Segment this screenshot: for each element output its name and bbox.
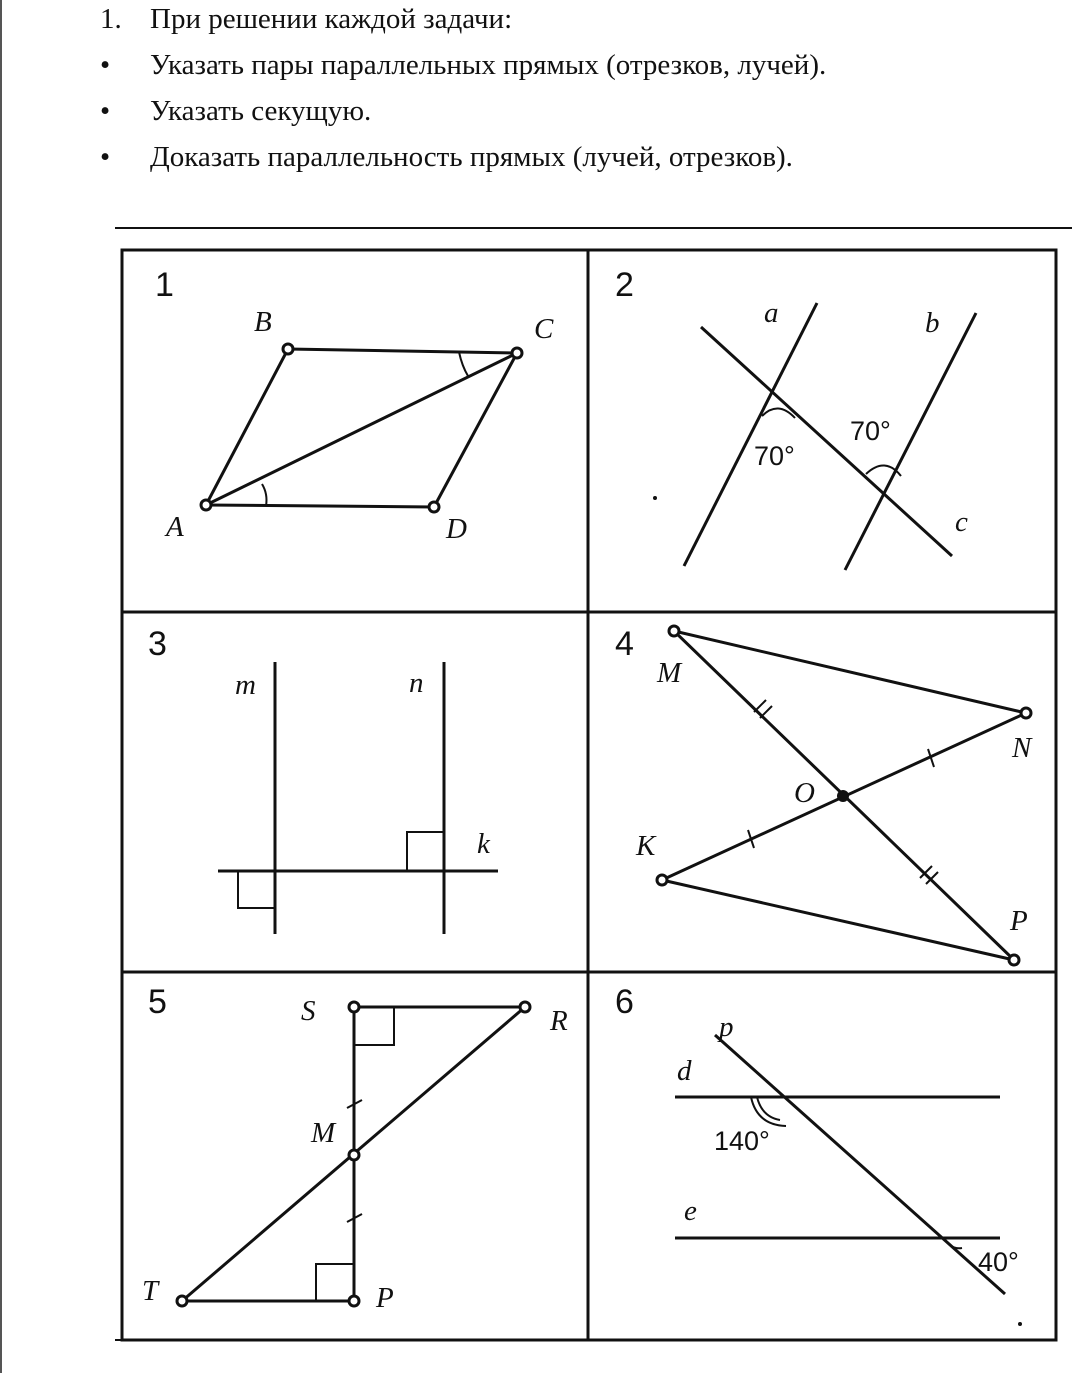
- line-a: [684, 303, 817, 566]
- angle-arc-b: [866, 465, 901, 476]
- label-p: p: [719, 1011, 734, 1043]
- angle-arc-a: [262, 484, 267, 506]
- problem-6: [615, 983, 1022, 1326]
- problem-number: 3: [148, 625, 167, 663]
- label-m: m: [235, 669, 256, 701]
- point-t: [177, 1296, 187, 1306]
- angle-arc-c: [459, 352, 468, 376]
- problem-1: [155, 266, 554, 545]
- label-e: e: [684, 1195, 697, 1227]
- point-b: [283, 344, 293, 354]
- point-k: [657, 875, 667, 885]
- label-t: T: [142, 1275, 159, 1307]
- label-n: N: [1012, 732, 1032, 764]
- line-c: [701, 327, 952, 556]
- point-m: [349, 1150, 359, 1160]
- label-d: D: [446, 513, 467, 545]
- instruction-text: При решении каждой задачи:: [150, 3, 513, 35]
- label-m: M: [657, 657, 682, 689]
- point-p: [1009, 955, 1019, 965]
- label-o: O: [794, 777, 815, 809]
- instruction-text: Доказать параллельность прямых (лучей, отрезков).: [150, 141, 793, 173]
- problem-number: 5: [148, 983, 167, 1021]
- problem-grid: [115, 228, 1072, 1340]
- angle-label-2: 40°: [978, 1247, 1019, 1277]
- point-n: [1021, 708, 1031, 718]
- point-d: [429, 502, 439, 512]
- label-k: K: [636, 830, 656, 862]
- right-angle-marker: [238, 871, 275, 908]
- bullet-icon: •: [100, 49, 111, 81]
- label-r: R: [550, 1005, 568, 1037]
- point-r: [520, 1002, 530, 1012]
- label-m: M: [311, 1117, 336, 1149]
- right-angle-marker: [407, 832, 444, 871]
- label-n: n: [409, 667, 424, 699]
- problem-number: 1: [155, 266, 174, 304]
- angle-arc-outer: [751, 1097, 786, 1126]
- label-a: a: [764, 297, 779, 329]
- bullet-icon: •: [100, 141, 111, 173]
- right-angle-marker: [316, 1264, 354, 1301]
- problem-2: [615, 266, 976, 570]
- label-a: A: [166, 511, 184, 543]
- label-p: P: [376, 1282, 394, 1314]
- instruction-text: Указать пары параллельных прямых (отрезков, лучей).: [150, 49, 827, 81]
- angle-arc-e: [944, 1238, 962, 1248]
- point-p: [349, 1296, 359, 1306]
- angle-label-1: 140°: [714, 1126, 770, 1156]
- bullet-icon: •: [100, 95, 111, 127]
- angle-label-1: 70°: [754, 441, 795, 471]
- label-c: C: [534, 313, 554, 345]
- problem-number: 6: [615, 983, 634, 1021]
- problem-4: [615, 625, 1033, 965]
- label-b: b: [925, 307, 940, 339]
- point-m: [669, 626, 679, 636]
- right-angle-marker: [354, 1007, 394, 1045]
- problem-number: 2: [615, 266, 634, 304]
- label-c: c: [955, 506, 968, 538]
- instruction-text: Указать секущую.: [150, 95, 372, 127]
- segment-mn: [674, 631, 1026, 713]
- label-b: B: [254, 306, 272, 338]
- line-p: [715, 1035, 1005, 1294]
- point-c: [512, 348, 522, 358]
- point-o: [837, 790, 849, 802]
- problem-3: [148, 625, 498, 934]
- label-k: k: [477, 828, 490, 860]
- label-d: d: [677, 1055, 692, 1087]
- angle-label-2: 70°: [850, 416, 891, 446]
- label-p: P: [1010, 905, 1028, 937]
- problem-5: [142, 983, 568, 1314]
- point-s: [349, 1002, 359, 1012]
- point-a: [201, 500, 211, 510]
- segment-kp: [662, 880, 1014, 960]
- problem-number: 4: [615, 625, 634, 663]
- diagonal-ac: [206, 353, 517, 505]
- label-s: S: [301, 995, 316, 1027]
- list-number: 1.: [100, 3, 122, 35]
